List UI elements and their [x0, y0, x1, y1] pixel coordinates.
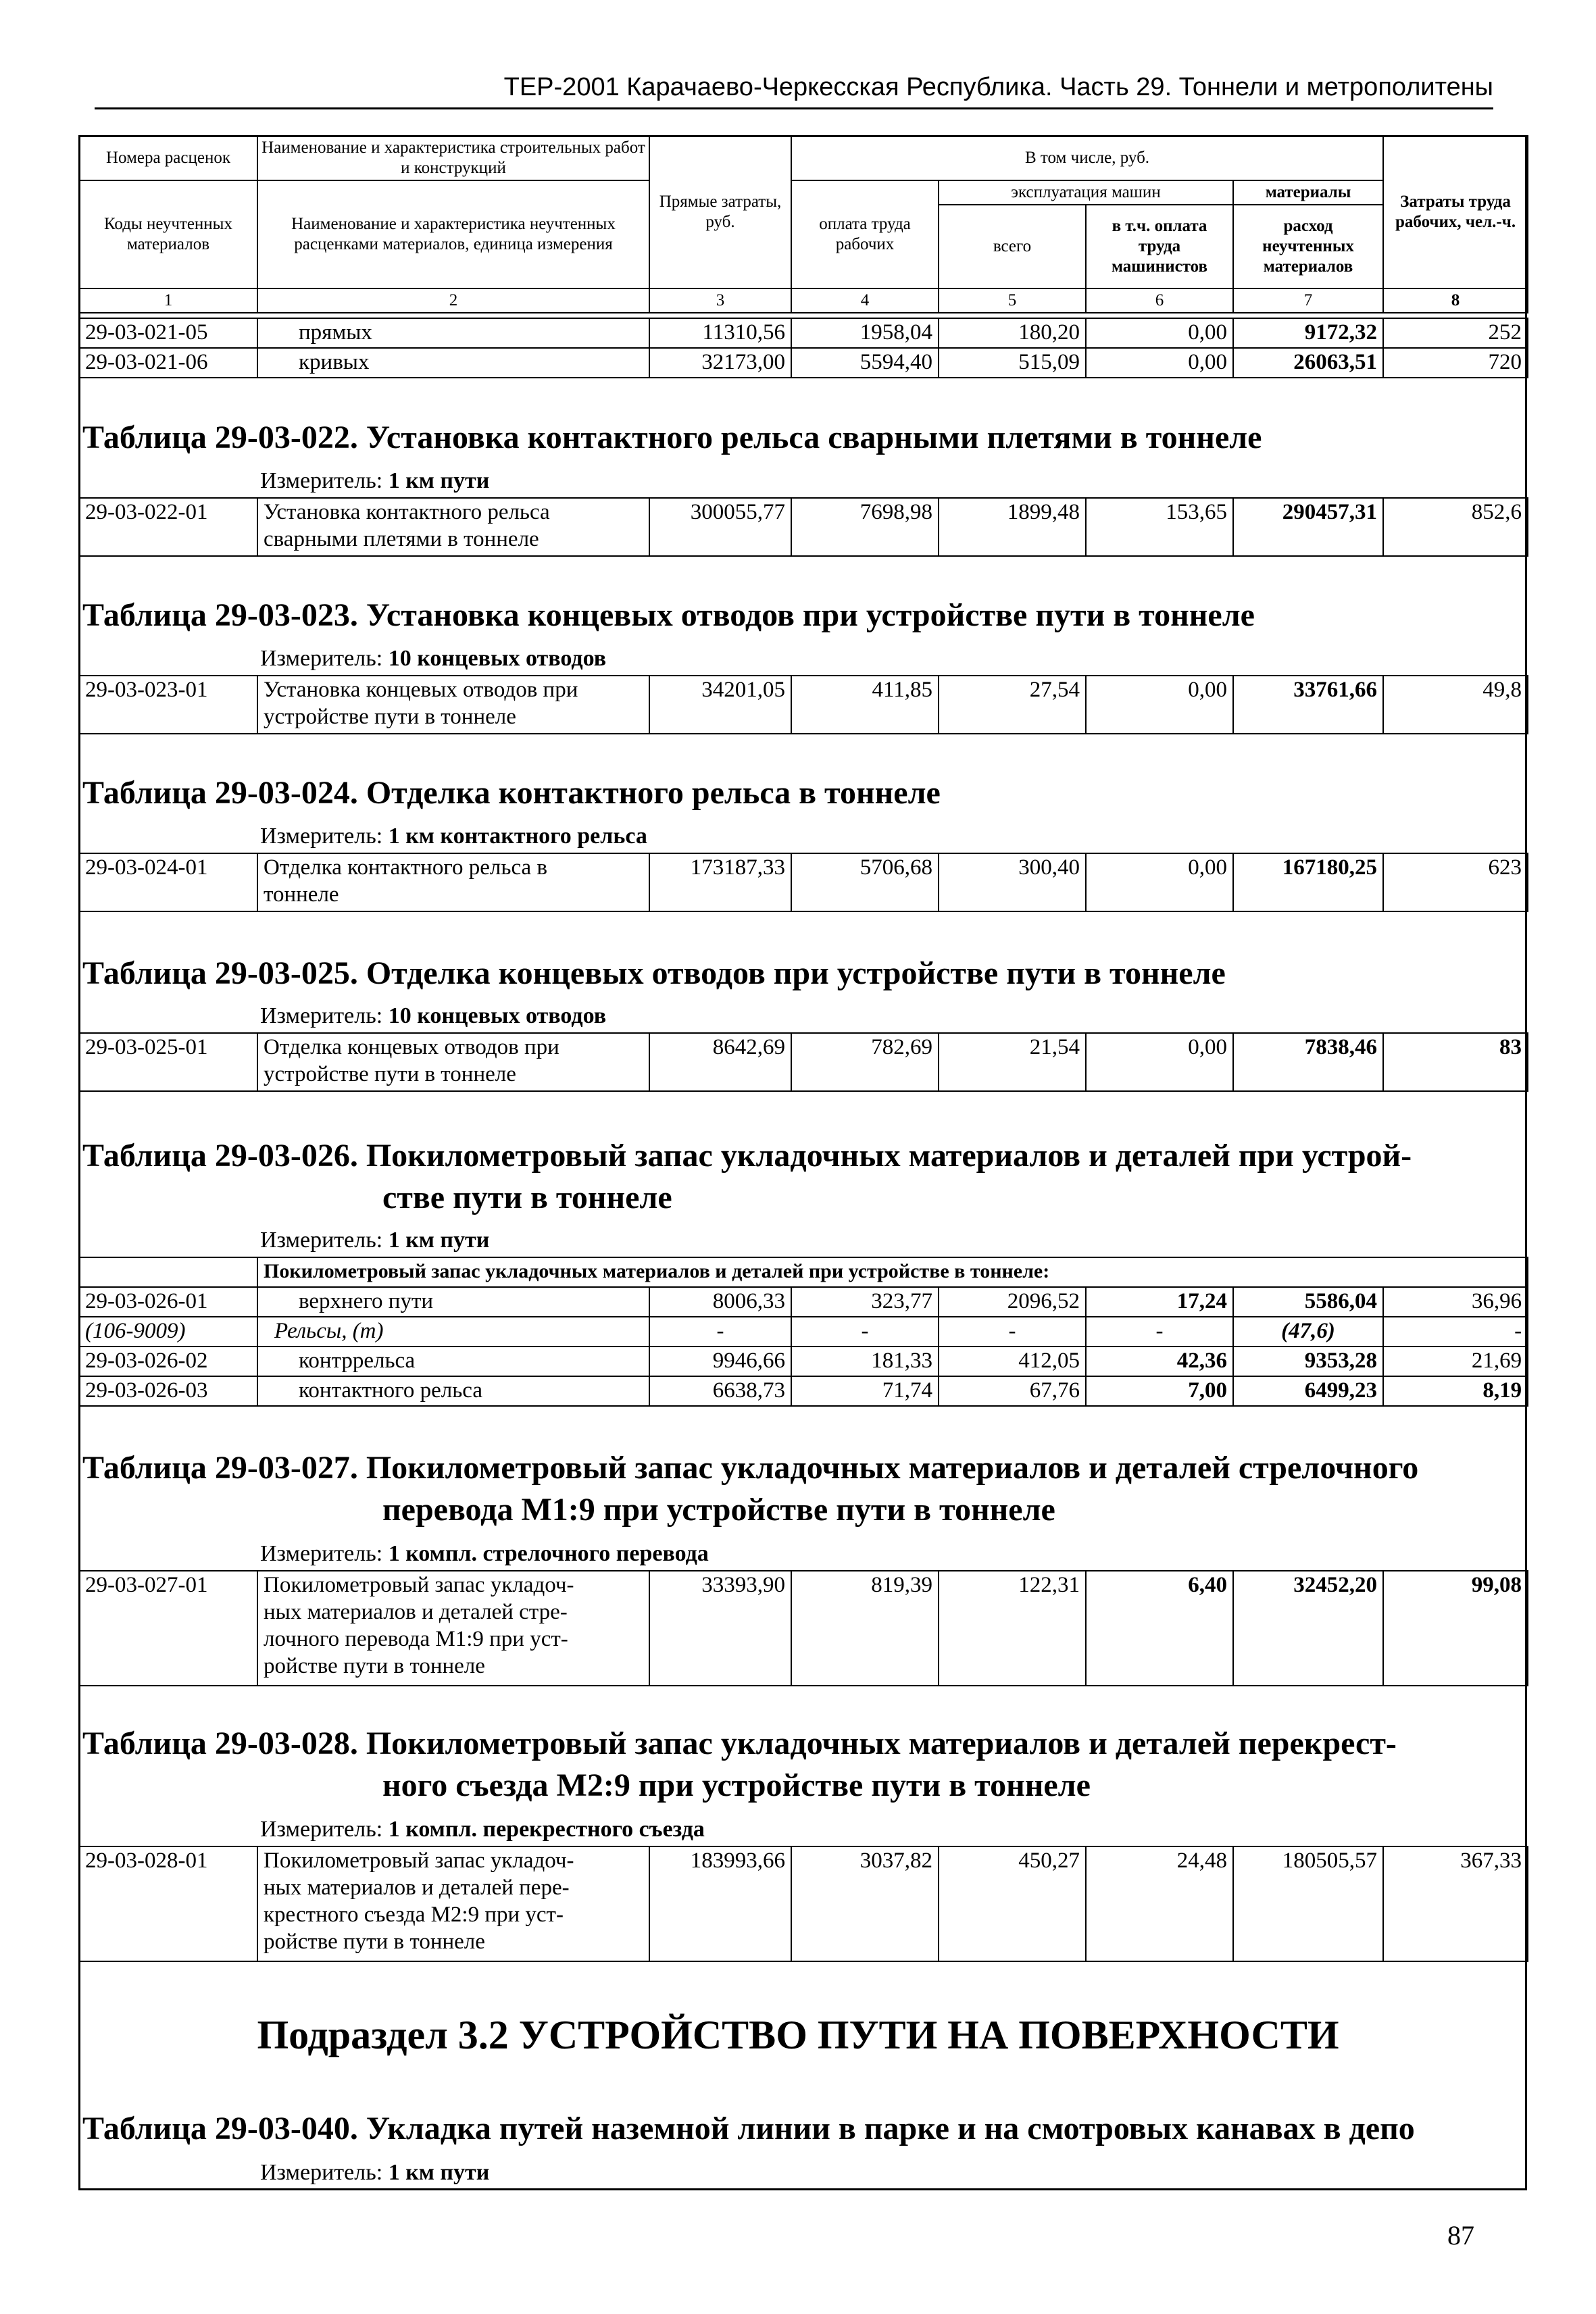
table-022 — [78, 497, 1528, 557]
rate-code: 29-03-021-06 — [79, 348, 257, 378]
direct-cost: 9946,66 — [649, 1347, 791, 1376]
col-3-header: Прямые затраты, руб. — [649, 136, 791, 288]
labor-hours: 21,69 — [1383, 1347, 1528, 1376]
table-028 — [78, 1846, 1528, 1962]
table-026-measure — [260, 1227, 489, 1254]
rate-code: 29-03-025-01 — [79, 1033, 257, 1091]
machine-total: 300,40 — [939, 853, 1086, 911]
title-line: Таблица 29-03-028. Покилометровый запас укладочных материалов и деталей перекрест- — [82, 1726, 1397, 1761]
labor-pay: 3037,82 — [791, 1846, 939, 1961]
rate-name-line: Установка контактного рельса — [264, 500, 550, 524]
labor-pay: 819,39 — [791, 1571, 939, 1686]
labor-pay: 5706,68 — [791, 853, 939, 911]
materials: 9353,28 — [1233, 1347, 1383, 1376]
rate-name — [257, 1846, 649, 1961]
machine-total: 27,54 — [939, 676, 1086, 734]
machine-total: 67,76 — [939, 1376, 1086, 1406]
direct-cost: 34201,05 — [649, 676, 791, 734]
measure-unit: 1 км пути — [388, 1228, 490, 1253]
direct-cost: 300055,77 — [649, 498, 791, 556]
rate-name — [257, 1033, 649, 1091]
labor-hours: 720 — [1383, 348, 1528, 378]
table-026-title — [82, 1135, 1522, 1219]
rate-code: 29-03-021-05 — [79, 318, 257, 348]
labor-pay: 323,77 — [791, 1287, 939, 1317]
table-row — [79, 1033, 1528, 1091]
col-4-header: оплата труда рабочих — [791, 180, 939, 288]
labor-hours: 36,96 — [1383, 1287, 1528, 1317]
incl-header: В том числе, руб. — [791, 136, 1383, 180]
labor-hours: 623 — [1383, 853, 1528, 911]
group-label: Покилометровый запас укладочных материалов и деталей при устройстве в тоннеле: — [257, 1257, 1528, 1287]
measure-label: Измеритель: — [260, 1003, 383, 1028]
machinist-pay: 0,00 — [1086, 1033, 1233, 1091]
column-header-table — [78, 135, 1528, 313]
table-021-rows — [78, 318, 1528, 378]
labor-hours: 49,8 — [1383, 676, 1528, 734]
col-7-header: расход неучтенных материалов — [1233, 205, 1383, 288]
rate-name-line: крестного съезда М2:9 при уст- — [264, 1903, 564, 1927]
rate-name: кривых — [257, 348, 649, 378]
materials: 6499,23 — [1233, 1376, 1383, 1406]
measure-label: Измеритель: — [260, 646, 383, 671]
table-row — [79, 1571, 1528, 1686]
rate-name-line: сварными плетями в тоннеле — [264, 527, 539, 551]
materials: 5586,04 — [1233, 1287, 1383, 1317]
materials: 167180,25 — [1233, 853, 1383, 911]
col-num-7: 7 — [1233, 288, 1383, 313]
table-027 — [78, 1570, 1528, 1686]
machine-total: 122,31 — [939, 1571, 1086, 1686]
table-row — [79, 1317, 1528, 1347]
mat-header: материалы — [1233, 180, 1383, 205]
rate-name-line: Покилометровый запас укладоч- — [264, 1573, 574, 1597]
rate-name: прямых — [257, 318, 649, 348]
labor-hours: - — [1383, 1317, 1528, 1347]
col-num-2: 2 — [257, 288, 649, 313]
rate-code: 29-03-026-02 — [79, 1347, 257, 1376]
machinist-pay: 0,00 — [1086, 676, 1233, 734]
machinist-pay: 153,65 — [1086, 498, 1233, 556]
rate-name-line: Установка концевых отводов при — [264, 678, 578, 702]
machine-total: 180,20 — [939, 318, 1086, 348]
table-row — [79, 1347, 1528, 1376]
table-028-measure — [260, 1816, 705, 1843]
direct-cost: 173187,33 — [649, 853, 791, 911]
rate-name: контррельса — [257, 1347, 649, 1376]
measure-unit: 1 км пути — [388, 2160, 490, 2185]
rate-name-line: ройстве пути в тоннеле — [264, 1654, 485, 1678]
table-022-title: Таблица 29-03-022. Установка контактного рельса сварными плетями в тоннеле — [82, 420, 1262, 455]
rate-name-line: Отделка концевых отводов при — [264, 1035, 559, 1059]
rate-name-line: ных материалов и деталей стре- — [264, 1600, 568, 1624]
group-row — [79, 1257, 1528, 1287]
machine-total: 450,27 — [939, 1846, 1086, 1961]
table-025-measure — [260, 1003, 606, 1030]
machinist-pay: 7,00 — [1086, 1376, 1233, 1406]
table-024 — [78, 853, 1528, 912]
col-8-header: Затраты труда рабочих, чел.-ч. — [1383, 136, 1528, 288]
rate-name — [257, 1571, 649, 1686]
expl-header: эксплуатация машин — [939, 180, 1233, 205]
subsection-title: Подраздел 3.2 УСТРОЙСТВО ПУТИ НА ПОВЕРХНОСТИ — [257, 2013, 1339, 2057]
machinist-pay: 0,00 — [1086, 318, 1233, 348]
col-num-4: 4 — [791, 288, 939, 313]
material-consumption: (47,6) — [1233, 1317, 1383, 1347]
table-row — [79, 348, 1528, 378]
table-row — [79, 318, 1528, 348]
labor-hours: 99,08 — [1383, 1571, 1528, 1686]
labor-pay: - — [791, 1317, 939, 1347]
table-025-title: Таблица 29-03-025. Отделка концевых отводов при устройстве пути в тоннеле — [82, 955, 1226, 991]
machine-total: 1899,48 — [939, 498, 1086, 556]
labor-hours: 367,33 — [1383, 1846, 1528, 1961]
table-row — [79, 1287, 1528, 1317]
measure-label: Измеритель: — [260, 2160, 383, 2185]
labor-pay: 1958,04 — [791, 318, 939, 348]
table-040-measure — [260, 2159, 489, 2186]
col-1-header-b: Коды неучтенных материалов — [79, 180, 257, 288]
rate-name-line: Отделка контактного рельса в — [264, 855, 547, 880]
table-023-measure — [260, 645, 606, 672]
rate-code: 29-03-027-01 — [79, 1571, 257, 1686]
labor-pay: 5594,40 — [791, 348, 939, 378]
labor-pay: 782,69 — [791, 1033, 939, 1091]
title-line: перевода М1:9 при устройстве пути в тоннеле — [382, 1492, 1055, 1528]
direct-cost: 6638,73 — [649, 1376, 791, 1406]
machinist-pay: - — [1086, 1317, 1233, 1347]
rate-name-line: устройстве пути в тоннеле — [264, 705, 516, 729]
table-row — [79, 498, 1528, 556]
labor-pay: 411,85 — [791, 676, 939, 734]
col-num-1: 1 — [79, 288, 257, 313]
col-num-3: 3 — [649, 288, 791, 313]
measure-unit: 1 компл. перекрестного съезда — [388, 1817, 705, 1842]
measure-label: Измеритель: — [260, 1817, 383, 1842]
table-023-title: Таблица 29-03-023. Установка концевых отводов при устройстве пути в тоннеле — [82, 597, 1255, 633]
rate-name — [257, 498, 649, 556]
materials: 26063,51 — [1233, 348, 1383, 378]
machine-total: 515,09 — [939, 348, 1086, 378]
machinist-pay: 0,00 — [1086, 348, 1233, 378]
table-024-title: Таблица 29-03-024. Отделка контактного рельса в тоннеле — [82, 775, 941, 811]
title-line: Таблица 29-03-027. Покилометровый запас укладочных материалов и деталей стрелочного — [82, 1450, 1419, 1486]
rate-name — [257, 676, 649, 734]
rate-name-line: тоннеле — [264, 882, 339, 907]
rate-name-line: Покилометровый запас укладоч- — [264, 1848, 574, 1873]
material-name: Рельсы, (т) — [257, 1317, 649, 1347]
direct-cost: 32173,00 — [649, 348, 791, 378]
labor-pay: 7698,98 — [791, 498, 939, 556]
labor-hours: 8,19 — [1383, 1376, 1528, 1406]
table-024-measure — [260, 823, 647, 850]
material-code: (106-9009) — [79, 1317, 257, 1347]
col-num-5: 5 — [939, 288, 1086, 313]
machinist-pay: 6,40 — [1086, 1571, 1233, 1686]
table-027-measure — [260, 1540, 709, 1567]
labor-hours: 852,6 — [1383, 498, 1528, 556]
measure-unit: 10 концевых отводов — [388, 1003, 607, 1028]
materials: 180505,57 — [1233, 1846, 1383, 1961]
page-header: ТЕР-2001 Карачаево-Черкесская Республика. Часть 29. Тоннели и метрополитены — [95, 73, 1493, 109]
rate-name-line: ных материалов и деталей пере- — [264, 1876, 570, 1900]
measure-unit: 1 км контактного рельса — [388, 824, 647, 849]
labor-hours: 252 — [1383, 318, 1528, 348]
rate-code: 29-03-022-01 — [79, 498, 257, 556]
labor-pay: 71,74 — [791, 1376, 939, 1406]
measure-unit: 10 концевых отводов — [388, 646, 607, 671]
direct-cost: 183993,66 — [649, 1846, 791, 1961]
rate-name-line: устройстве пути в тоннеле — [264, 1062, 516, 1086]
direct-cost: 11310,56 — [649, 318, 791, 348]
col-5-header: всего — [939, 205, 1086, 288]
table-row — [79, 1846, 1528, 1961]
col-2-header-b: Наименование и характеристика неучтенных расценками материалов, единица измерения — [257, 180, 649, 288]
col-1-header-a: Номера расценок — [79, 136, 257, 180]
machinist-pay: 0,00 — [1086, 853, 1233, 911]
direct-cost: 33393,90 — [649, 1571, 791, 1686]
rate-name-line: лочного перевода М1:9 при уст- — [264, 1627, 568, 1651]
materials: 32452,20 — [1233, 1571, 1383, 1686]
page-number: 87 — [1447, 2220, 1474, 2250]
table-026 — [78, 1257, 1528, 1407]
rate-code: 29-03-023-01 — [79, 676, 257, 734]
labor-pay: 181,33 — [791, 1347, 939, 1376]
table-040-title: Таблица 29-03-040. Укладка путей наземной линии в парке и на смотровых канавах в депо — [82, 2111, 1415, 2146]
measure-unit: 1 компл. стрелочного перевода — [388, 1541, 709, 1566]
measure-label: Измеритель: — [260, 1541, 383, 1566]
measure-unit: 1 км пути — [388, 468, 490, 493]
measure-label: Измеритель: — [260, 1228, 383, 1253]
rate-code: 29-03-024-01 — [79, 853, 257, 911]
table-022-measure — [260, 468, 489, 495]
direct-cost: - — [649, 1317, 791, 1347]
table-row — [79, 676, 1528, 734]
rate-code: 29-03-028-01 — [79, 1846, 257, 1961]
machinist-pay: 42,36 — [1086, 1347, 1233, 1376]
table-row — [79, 853, 1528, 911]
machine-total: - — [939, 1317, 1086, 1347]
table-028-title — [82, 1723, 1522, 1807]
table-025 — [78, 1032, 1528, 1092]
direct-cost: 8006,33 — [649, 1287, 791, 1317]
machine-total: 2096,52 — [939, 1287, 1086, 1317]
col-num-8: 8 — [1383, 288, 1528, 313]
title-line: Таблица 29-03-026. Покилометровый запас укладочных материалов и деталей при устрой- — [82, 1138, 1412, 1174]
rate-code: 29-03-026-01 — [79, 1287, 257, 1317]
rate-name-line: ройстве пути в тоннеле — [264, 1930, 485, 1954]
col-2-header-a: Наименование и характеристика строительных работ и конструкций — [257, 136, 649, 180]
rate-name — [257, 853, 649, 911]
machinist-pay: 24,48 — [1086, 1846, 1233, 1961]
machinist-pay: 17,24 — [1086, 1287, 1233, 1317]
col-num-6: 6 — [1086, 288, 1233, 313]
rate-name: контактного рельса — [257, 1376, 649, 1406]
materials: 9172,32 — [1233, 318, 1383, 348]
machine-total: 21,54 — [939, 1033, 1086, 1091]
labor-hours: 83 — [1383, 1033, 1528, 1091]
rate-name: верхнего пути — [257, 1287, 649, 1317]
machine-total: 412,05 — [939, 1347, 1086, 1376]
col-6-header: в т.ч. оплата труда машинистов — [1086, 205, 1233, 288]
table-027-title — [82, 1447, 1522, 1531]
title-line: стве пути в тоннеле — [382, 1180, 672, 1215]
materials: 33761,66 — [1233, 676, 1383, 734]
direct-cost: 8642,69 — [649, 1033, 791, 1091]
measure-label: Измеритель: — [260, 824, 383, 849]
rate-code: 29-03-026-03 — [79, 1376, 257, 1406]
materials: 290457,31 — [1233, 498, 1383, 556]
table-row — [79, 1376, 1528, 1406]
table-023 — [78, 675, 1528, 734]
measure-label: Измеритель: — [260, 468, 383, 493]
title-line: ного съезда М2:9 при устройстве пути в тоннеле — [382, 1767, 1091, 1803]
materials: 7838,46 — [1233, 1033, 1383, 1091]
